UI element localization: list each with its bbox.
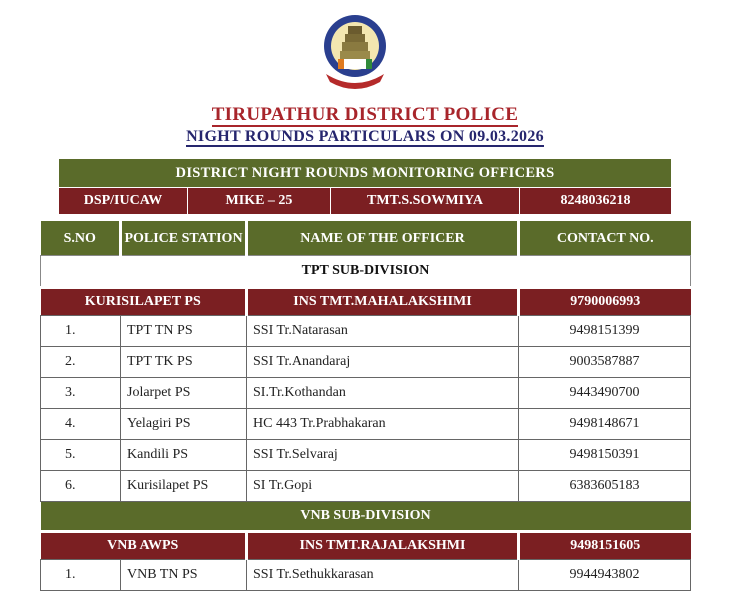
header-contact: CONTACT NO. — [519, 221, 691, 256]
vnb-subdivision-title: VNB SUB-DIVISION — [41, 502, 691, 532]
monitoring-phone: 8248036218 — [520, 188, 672, 215]
row-sno: 4. — [41, 409, 121, 440]
row-phone: 9443490700 — [519, 378, 691, 409]
row-phone: 9944943802 — [519, 560, 691, 591]
row-station: VNB TN PS — [121, 560, 247, 591]
header-officer: NAME OF THE OFFICER — [247, 221, 519, 256]
monitoring-callsign: MIKE – 25 — [188, 188, 331, 215]
row-phone: 9498150391 — [519, 440, 691, 471]
row-officer: SI Tr.Gopi — [247, 471, 519, 502]
row-sno: 2. — [41, 347, 121, 378]
monitoring-officers-table — [58, 158, 672, 215]
tpt-subdivision-title: TPT SUB-DIVISION — [41, 256, 691, 288]
header-station: POLICE STATION — [121, 221, 247, 256]
tpt-inspector-name: INS TMT.MAHALAKSHIMI — [247, 288, 519, 316]
tpt-subdivision-row — [41, 256, 691, 288]
tpt-inspector-row — [41, 288, 691, 316]
row-phone: 9498148671 — [519, 409, 691, 440]
row-sno: 5. — [41, 440, 121, 471]
table-row — [41, 440, 691, 471]
row-station: TPT TN PS — [121, 316, 247, 347]
vnb-inspector-row — [41, 532, 691, 560]
row-sno: 1. — [41, 316, 121, 347]
table-row — [41, 560, 691, 591]
monitoring-rank: DSP/IUCAW — [59, 188, 188, 215]
row-phone: 6383605183 — [519, 471, 691, 502]
table-row — [41, 471, 691, 502]
row-officer: SSI Tr.Anandaraj — [247, 347, 519, 378]
header-sno: S.NO — [41, 221, 121, 256]
table-row — [41, 378, 691, 409]
row-officer: SSI Tr.Selvaraj — [247, 440, 519, 471]
row-officer: SSI Tr.Sethukkarasan — [247, 560, 519, 591]
row-phone: 9003587887 — [519, 347, 691, 378]
vnb-inspector-phone: 9498151605 — [519, 532, 691, 560]
table-row — [41, 347, 691, 378]
night-rounds-table — [40, 221, 691, 591]
row-officer: SI.Tr.Kothandan — [247, 378, 519, 409]
row-officer: SSI Tr.Natarasan — [247, 316, 519, 347]
monitoring-heading: DISTRICT NIGHT ROUNDS MONITORING OFFICERS — [59, 159, 672, 188]
monitoring-name: TMT.S.SOWMIYA — [331, 188, 520, 215]
vnb-inspector-station: VNB AWPS — [41, 532, 247, 560]
row-station: Kandili PS — [121, 440, 247, 471]
tpt-inspector-phone: 9790006993 — [519, 288, 691, 316]
row-station: Jolarpet PS — [121, 378, 247, 409]
row-station: TPT TK PS — [121, 347, 247, 378]
table-header-row — [41, 221, 691, 256]
row-sno: 1. — [41, 560, 121, 591]
row-sno: 6. — [41, 471, 121, 502]
row-phone: 9498151399 — [519, 316, 691, 347]
row-station: Kurisilapet PS — [121, 471, 247, 502]
tamilnadu-police-emblem — [318, 12, 392, 92]
row-sno: 3. — [41, 378, 121, 409]
page-title: TIRUPATHUR DISTRICT POLICE — [211, 104, 519, 125]
tpt-inspector-station: KURISILAPET PS — [41, 288, 247, 316]
table-row — [41, 316, 691, 347]
page-subtitle: NIGHT ROUNDS PARTICULARS ON 09.03.2026 — [186, 128, 544, 145]
row-station: Yelagiri PS — [121, 409, 247, 440]
vnb-subdivision-row — [41, 502, 691, 532]
vnb-inspector-name: INS TMT.RAJALAKSHMI — [247, 532, 519, 560]
row-officer: HC 443 Tr.Prabhakaran — [247, 409, 519, 440]
table-row — [41, 409, 691, 440]
monitoring-officer-row — [59, 188, 672, 215]
